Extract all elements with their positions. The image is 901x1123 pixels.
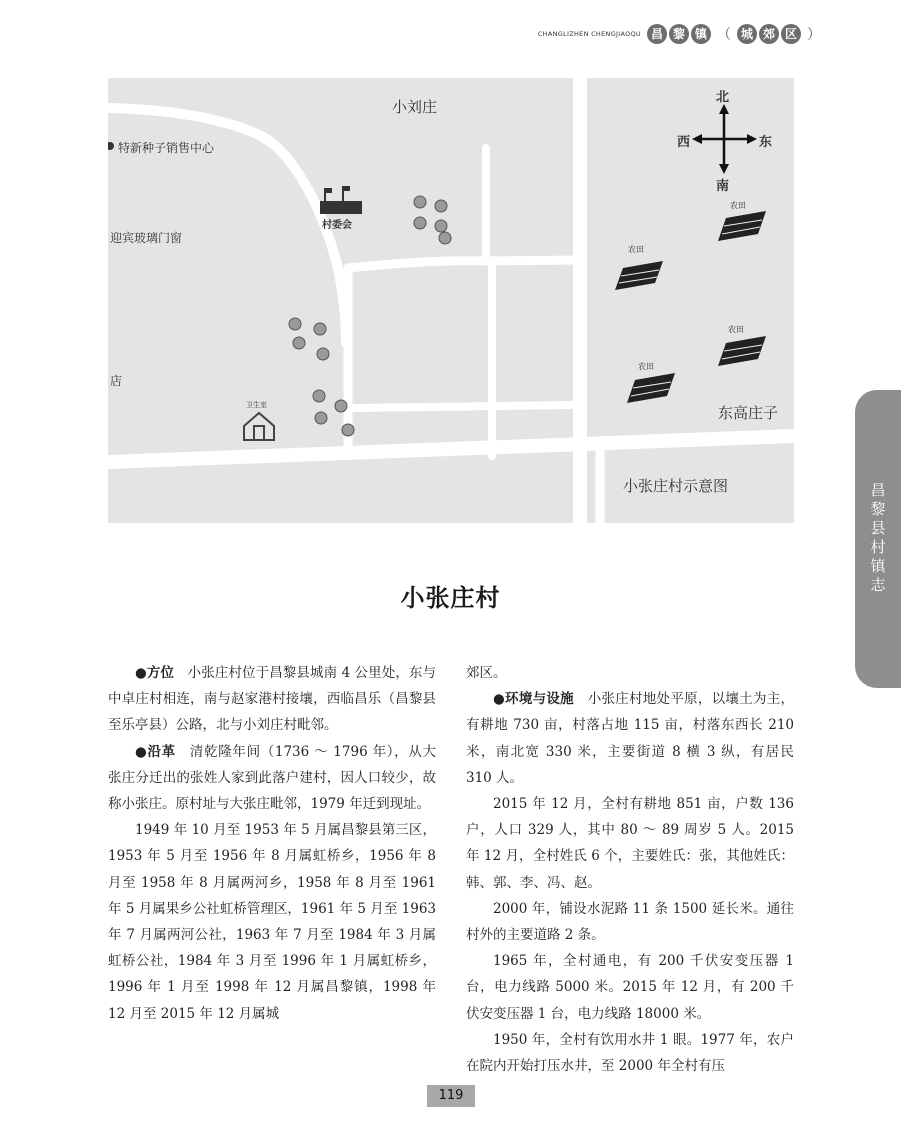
paragraph-location	[108, 660, 436, 739]
paragraph-environment	[466, 686, 794, 791]
heading-location: ●方位	[135, 665, 175, 681]
clinic-icon	[244, 413, 274, 440]
paragraph-admin-history: 1949 年 10 月至 1953 年 5 月属昌黎县第三区，1953 年 5 月至 1956 年 8 月属虹桥乡，1956 年 8 月至 1958 年 8 月属两河乡，1958 年 8 月至 1961 年 5 月属果乡公社虹桥管理区，1961 年 5 月至 1963 年 7 月属两河公社，1963 年 7 月至 1984 年 3 月属虹桥公社，1984 年 3 月至 1996 年 1 月属虹桥乡，1996 年 1 月至 1998 年 12 月属昌黎镇，1998 年 12 月至 2015 年 12 月属城	[108, 822, 436, 1022]
trees-cluster-1	[414, 196, 451, 244]
paragraph-electricity: 1965 年，全村通电，有 200 千伏安变压器 1 台，电力线路 5000 米。2015 年 12 月，有 200 千伏安变压器 1 台，电力线路 18000 米。	[466, 953, 794, 1022]
farmland-icon-4	[627, 373, 675, 403]
running-header-town	[647, 24, 711, 44]
paragraph-roads: 2000 年，铺设水泥路 11 条 1500 延长米。通往村外的主要道路 2 条。	[466, 900, 794, 944]
farmland-icon-1	[615, 261, 663, 290]
district-char-2: 郊	[759, 24, 779, 44]
trees-cluster-2	[289, 318, 329, 360]
compass-arrows-icon	[692, 104, 757, 174]
article-title: 小张庄村	[400, 584, 501, 612]
paragraph-population: 2015 年 12 月，全村有耕地 851 亩，户数 136 户，人口 329 人，其中 80 ～ 89 周岁 5 人。2015 年 12 月，全村姓氏 6 个，主要姓氏：张，其他姓氏：韩、郭、李、冯、赵。	[466, 796, 794, 891]
text-environment: 小张庄村地处平原，以壤土为主，有耕地 730 亩，村落占地 115 亩，村落东西长 210 米，南北宽 330 米，主要街道 8 横 3 纵，有居民 310 人。	[466, 691, 795, 786]
label-farmland-4: 农田	[638, 362, 654, 371]
town-char-3: 镇	[691, 24, 711, 44]
running-header	[538, 22, 821, 46]
label-farmland-2: 农田	[730, 201, 746, 210]
label-east-village: 东高庄子	[718, 404, 779, 422]
text-location: 小张庄村位于昌黎县城南 4 公里处，东与中卓庄村相连，南与赵家港村接壤，西临昌乐（昌黎县至乐亭县）公路，北与小刘庄村毗邻。	[108, 665, 437, 734]
town-char-1: 昌	[647, 24, 667, 44]
label-shop: 店	[110, 374, 123, 388]
farmland-icon-3	[718, 336, 766, 366]
farmland-icon-2	[718, 211, 766, 241]
road-upper-horizontal	[348, 260, 578, 268]
map-caption: 小张庄村示意图	[623, 477, 729, 495]
road-main-horizontal	[108, 436, 794, 462]
paragraph-history	[108, 739, 436, 818]
paragraph-water: 1950 年，全村有饮用水井 1 眼。1977 年，农户在院内开始打压水井，至 2000 年全村有压	[466, 1031, 794, 1075]
label-north-village: 小刘庄	[392, 98, 438, 116]
heading-history: ●沿革	[135, 743, 176, 760]
side-tab	[855, 390, 901, 688]
compass-north: 北	[716, 90, 730, 105]
paren-close: ）	[807, 27, 821, 43]
town-char-2: 黎	[669, 24, 689, 44]
seed-center-marker-icon	[108, 142, 114, 150]
paragraph-continuation: 郊区。	[466, 665, 507, 681]
compass-east: 东	[759, 135, 773, 150]
heading-environment: ●环境与设施	[493, 691, 574, 708]
running-header-pinyin: CHANGLIZHEN CHENGJIAOQU	[537, 30, 641, 38]
paren-open: （	[717, 27, 731, 43]
page-number: 119	[427, 1085, 475, 1107]
label-glass-door: 迎宾玻璃门窗	[110, 231, 183, 245]
label-farmland-1: 农田	[628, 245, 644, 254]
compass-south: 南	[716, 179, 730, 194]
label-village-committee: 村委会	[322, 220, 352, 231]
label-clinic: 卫生室	[246, 401, 267, 409]
district-char-3: 区	[781, 24, 801, 44]
village-map	[108, 78, 794, 523]
right-column	[466, 660, 794, 1079]
side-tab-text: 昌黎县村镇志	[868, 482, 887, 596]
district-char-1: 城	[737, 24, 757, 44]
road-middle-horizontal	[352, 405, 578, 408]
text-history: 清乾隆年间（1736 ～ 1796 年），从大张庄分迁出的张姓人家到此落户建村，因人口较少，故称小张庄。原村址与大张庄毗邻，1979 年迁到现址。	[108, 743, 436, 813]
running-header-district	[737, 24, 801, 44]
left-column	[108, 660, 436, 1027]
compass-west: 西	[677, 135, 691, 150]
label-farmland-3: 农田	[728, 325, 744, 334]
village-committee-icon	[320, 186, 362, 214]
label-seed-center: 特新种子销售中心	[118, 141, 215, 155]
